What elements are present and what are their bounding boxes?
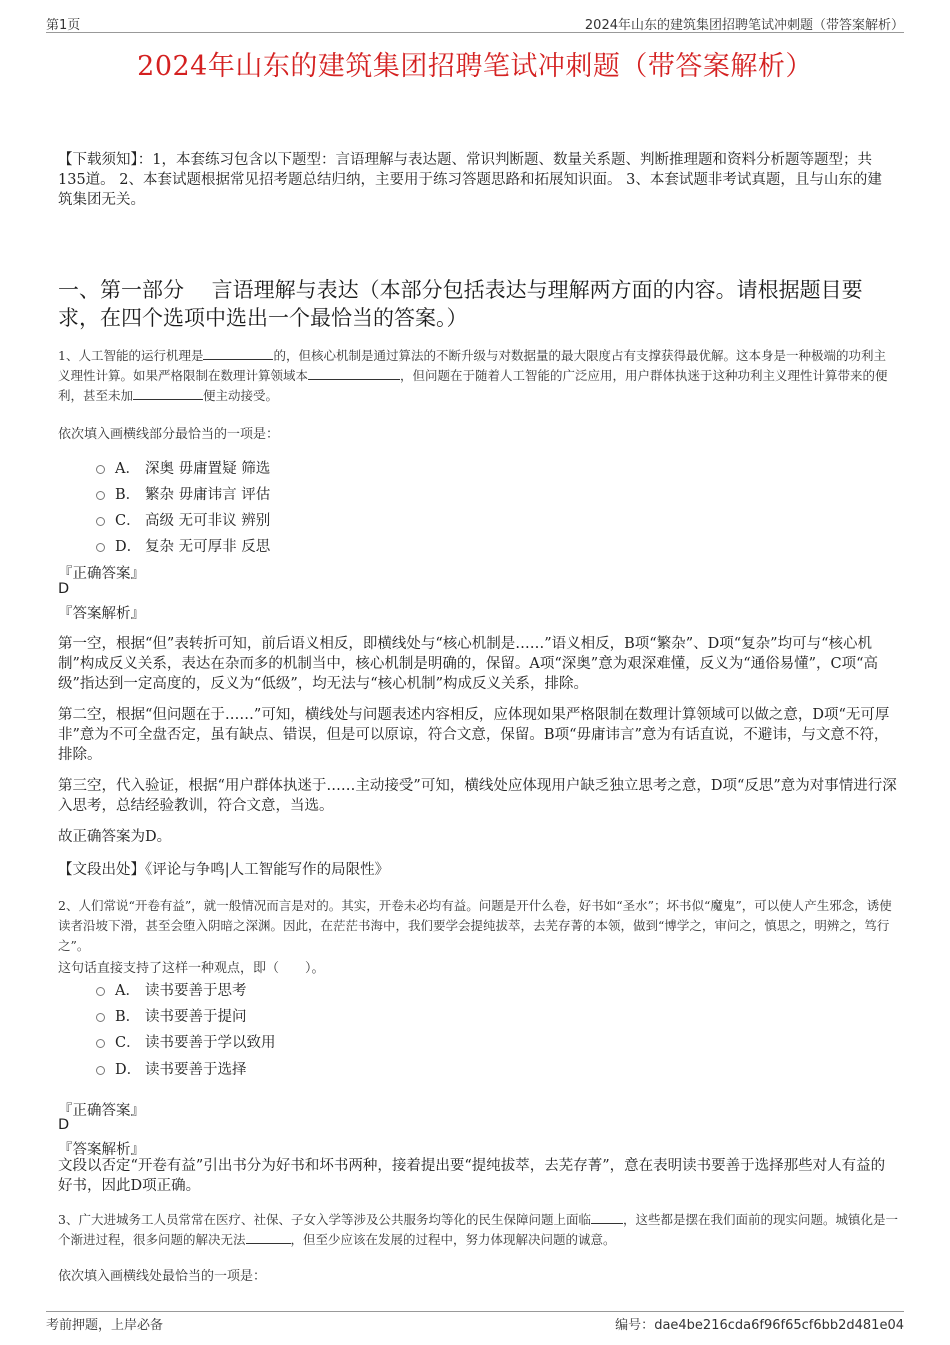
q3-text-1: 3、广大进城务工人员常常在医疗、社保、子女入学等涉及公共服务均等化的民生保障问题上面临 <box>58 1212 591 1227</box>
radio-icon[interactable] <box>96 491 105 500</box>
radio-icon[interactable] <box>96 1066 105 1075</box>
q1-prompt: 依次填入画横线部分最恰当的一项是： <box>58 427 280 442</box>
q2-option-a[interactable] <box>96 979 247 1000</box>
option-letter: A． <box>115 983 140 999</box>
option-text: 读书要善于提问 <box>145 1009 247 1025</box>
q1-text-4: 便主动接受。 <box>203 388 279 403</box>
radio-icon[interactable] <box>96 543 105 552</box>
q3-text-3: ，但至少应该在发展的过程中，努力体现解决问题的诚意。 <box>290 1232 616 1247</box>
q1-text-2: 的，但核心机制是通过算法的不断升级与对数据量的最大限度占有支撑获得最优解。这本身是一种极端的功利主义理性计算。如果严格限制在数理计算领域本 <box>58 348 886 383</box>
footer-code <box>615 1314 904 1333</box>
option-text: 高级 无可非议 辨别 <box>145 513 271 529</box>
option-text: 读书要善于思考 <box>145 983 247 999</box>
question-3-stem <box>58 1210 898 1250</box>
question-2-stem: 2、人们常说“开卷有益”，就一般情况而言是对的。其实，开卷未必均有益。问题是开什么卷，好书如“圣水”；坏书似“魔鬼”，可以使人产生邪念，诱使读者沿坡下滑，甚至会堕入阴暗之深渊。因此，在茫茫书海中，我们要学会提纯拔萃，去芜存菁的本领，做到“博学之，审问之，慎思之，明辨之，笃行之”。 <box>58 898 892 953</box>
option-text: 读书要善于选择 <box>145 1062 247 1078</box>
radio-icon[interactable] <box>96 517 105 526</box>
option-letter: C． <box>115 513 141 529</box>
radio-icon[interactable] <box>96 1013 105 1022</box>
q1-option-d[interactable] <box>96 535 270 556</box>
q2-prompt: 这句话直接支持了这样一种观点，即（ ）。 <box>58 961 325 976</box>
q1-analysis-conclusion: 故正确答案为D。 <box>58 829 172 845</box>
footer-slogan: 考前押题，上岸必备 <box>46 1318 164 1333</box>
footer-divider <box>46 1311 904 1312</box>
radio-icon[interactable] <box>96 465 105 474</box>
q1-answer-label: 『正确答案』 <box>58 566 145 582</box>
q2-option-c[interactable] <box>96 1031 276 1052</box>
q1-option-c[interactable] <box>96 509 270 530</box>
header-divider <box>46 32 904 33</box>
q1-analysis-para-1: 第一空，根据“但”表转折可知，前后语义相反，即横线处与“核心机制是……”语义相反，B项“繁杂”、D项“复杂”均可与“核心机制”构成反义关系，表达在杂而多的机制当中，核心机制是明确的，保留。A项“深奥”意为艰深难懂，反义为“通俗易懂”，C项“高级”指达到一定高度的，反义为“低级”，均无法与“核心机制”构成反义关系，排除。 <box>58 636 879 692</box>
option-text: 繁杂 毋庸讳言 评估 <box>145 487 271 503</box>
option-letter: B． <box>115 487 141 503</box>
q3-blank-2 <box>246 1231 291 1244</box>
header-page-number: 第1页 <box>46 18 81 33</box>
q1-blank-1 <box>203 347 273 360</box>
q1-blank-3 <box>133 387 203 400</box>
q2-option-d[interactable] <box>96 1058 247 1079</box>
section-heading: 一、第一部分 言语理解与表达（本部分包括表达与理解两方面的内容。请根据题目要求，在四个选项中选出一个最恰当的答案。） <box>58 278 863 330</box>
q3-prompt: 依次填入画横线处最恰当的一项是： <box>58 1269 267 1284</box>
option-letter: C． <box>115 1035 141 1051</box>
q3-text-2: ，这些都是摆在我们面前的现实问题。城镇化是一个渐进过程，很多问题的解决无法 <box>58 1212 898 1247</box>
q1-source: 【文段出处】《评论与争鸣|人工智能写作的局限性》 <box>58 862 390 878</box>
q1-answer: D <box>58 581 70 597</box>
option-letter: D． <box>115 539 142 555</box>
option-letter: B． <box>115 1009 141 1025</box>
option-text: 复杂 无可厚非 反思 <box>145 539 271 555</box>
footer-code-label: 编号： <box>615 1318 655 1333</box>
q2-option-b[interactable] <box>96 1005 247 1026</box>
q1-analysis-label: 『答案解析』 <box>58 606 145 622</box>
q1-analysis-para-3: 第三空，代入验证，根据“用户群体执迷于……主动接受”可知，横线处应体现用户缺乏独立思考之意，D项“反思”意为对事情进行深入思考，总结经验教训，符合文意，当选。 <box>58 778 897 814</box>
radio-icon[interactable] <box>96 987 105 996</box>
option-text: 深奥 毋庸置疑 筛选 <box>145 461 271 477</box>
q1-blank-2 <box>308 367 400 380</box>
radio-icon[interactable] <box>96 1039 105 1048</box>
q3-blank-1 <box>591 1211 623 1224</box>
q2-answer-label: 『正确答案』 <box>58 1103 145 1119</box>
option-letter: D． <box>115 1062 142 1078</box>
q1-option-b[interactable] <box>96 483 270 504</box>
option-letter: A． <box>115 461 140 477</box>
q1-analysis-para-2: 第二空，根据“但问题在于……”可知，横线处与问题表述内容相反，应体现如果严格限制在数理计算领域可以做之意，D项“无可厚非”意为不可全盘否定，虽有缺点、错误，但是可以原谅，符合文意，保留。B项“毋庸讳言”意为有话直说，不避讳，与文意不符，排除。 <box>58 707 890 763</box>
footer-code-value: dae4be216cda6f96f65cf6bb2d481e04 <box>654 1318 904 1333</box>
option-text: 读书要善于学以致用 <box>145 1035 276 1051</box>
q2-analysis: 文段以否定“开卷有益”引出书分为好书和坏书两种，接着提出要“提纯拔萃，去芜存菁”，意在表明读书要善于选择那些对人有益的好书，因此D项正确。 <box>58 1158 886 1194</box>
q2-answer: D <box>58 1117 70 1133</box>
page-title: 2024年山东的建筑集团招聘笔试冲刺题（带答案解析） <box>137 51 813 82</box>
question-1-stem <box>58 346 898 406</box>
download-notice: 【下载须知】：1，本套练习包含以下题型：言语理解与表达题、常识判断题、数量关系题、判断推理题和资料分析题等题型；共135道。 2、本套试题根据常见招考题总结归纳，主要用于练习答题思路和拓展知识面。 3、本套试题非考试真题，且与山东的建筑集团无关。 <box>58 152 882 208</box>
header-doc-title: 2024年山东的建筑集团招聘笔试冲刺题（带答案解析） <box>584 18 904 33</box>
q2-analysis-label: 『答案解析』 <box>58 1142 145 1158</box>
q1-option-a[interactable] <box>96 457 270 478</box>
q1-text-3: ，但问题在于随着人工智能的广泛应用，用户群体执迷于这种功利主义理性计算带来的便利，甚至未加 <box>58 368 888 403</box>
q1-text-1: 1、人工智能的运行机理是 <box>58 348 204 363</box>
